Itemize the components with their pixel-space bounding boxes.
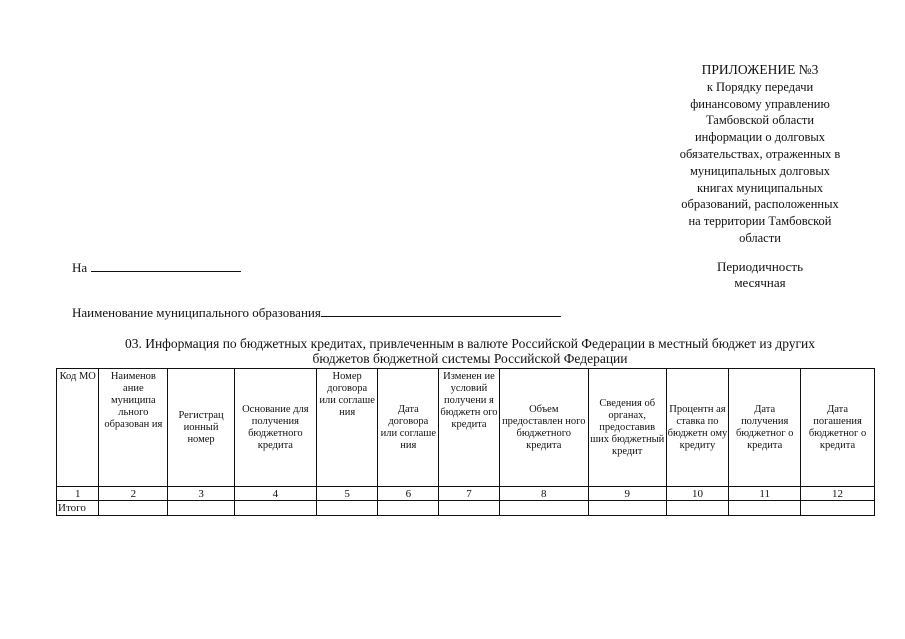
column-number: 4 [234,487,316,501]
table-cell[interactable] [439,501,500,516]
column-number: 6 [378,487,439,501]
appendix-line: муниципальных долговых [690,163,830,178]
table-cell[interactable] [499,501,588,516]
column-header: Код МО [57,369,99,487]
appendix-line: финансовому управлению [690,96,830,111]
column-number: 10 [666,487,729,501]
table-cell[interactable] [99,501,168,516]
credits-table [56,368,875,516]
appendix-line: информации о долговых [694,130,826,145]
appendix-line: образований, расположенных [681,197,839,212]
appendix-line: к Порядку передачи [706,79,814,94]
column-header: Объем предоставлен ного бюджетного кредита [499,369,588,487]
column-header: Сведения об органах, предоставив ших бюджетный кредит [588,369,666,487]
column-header: Изменен ие условий получени я бюджетн ого кредита [439,369,500,487]
column-header: Основание для получения бюджетного кредита [234,369,316,487]
municipality-label: Наименование муниципального образования [72,305,321,320]
appendix-line: книгах муниципальных [696,180,824,195]
table-cell[interactable] [316,501,378,516]
appendix-title: ПРИЛОЖЕНИЕ №3 [701,62,819,77]
appendix-line: области [739,230,781,245]
municipality-blank-line[interactable] [321,304,561,317]
column-number: 8 [499,487,588,501]
column-number: 1 [57,487,99,501]
section-title-line-1: 03. Информация по бюджетных кредитах, привлеченным в валюте Российской Федерации в местный бюджет из других [124,336,816,351]
column-number: 5 [316,487,378,501]
table-cell[interactable] [801,501,875,516]
date-label: На [72,260,88,275]
periodicity-block [700,259,820,291]
column-header: Номер договора или соглаше ния [316,369,378,487]
column-number: 7 [439,487,500,501]
column-header: Регистрац ионный номер [168,369,235,487]
total-label: Итого [57,501,99,516]
periodicity-label: Периодичность [716,259,803,274]
table-cell[interactable] [588,501,666,516]
table-header-row [57,369,875,487]
appendix-line: на территории Тамбовской [688,214,832,229]
column-number: 2 [99,487,168,501]
column-number: 11 [729,487,801,501]
table-cell[interactable] [168,501,235,516]
municipality-field [72,304,561,321]
column-header: Наименов ание муниципа льного образован ия [99,369,168,487]
date-field [72,259,241,276]
date-blank-line[interactable] [91,259,241,272]
column-number: 3 [168,487,235,501]
column-number: 9 [588,487,666,501]
column-header: Дата погашения бюджетног о кредита [801,369,875,487]
appendix-line: обязательствах, отраженных в [679,146,841,161]
column-header: Дата получения бюджетног о кредита [729,369,801,487]
column-header: Дата договора или соглаше ния [378,369,439,487]
column-header: Процентн ая ставка по бюджетн ому кредиту [666,369,729,487]
total-row [57,501,875,516]
column-number: 12 [801,487,875,501]
table-cell[interactable] [234,501,316,516]
table-cell[interactable] [666,501,729,516]
section-title [80,336,860,366]
appendix-line: Тамбовской области [705,113,815,128]
table-cell[interactable] [729,501,801,516]
table-cell[interactable] [378,501,439,516]
section-title-line-2: бюджетов бюджетной системы Российской Федерации [312,351,628,366]
appendix-block [660,62,860,247]
periodicity-value: месячная [734,275,786,290]
column-number-row [57,487,875,501]
